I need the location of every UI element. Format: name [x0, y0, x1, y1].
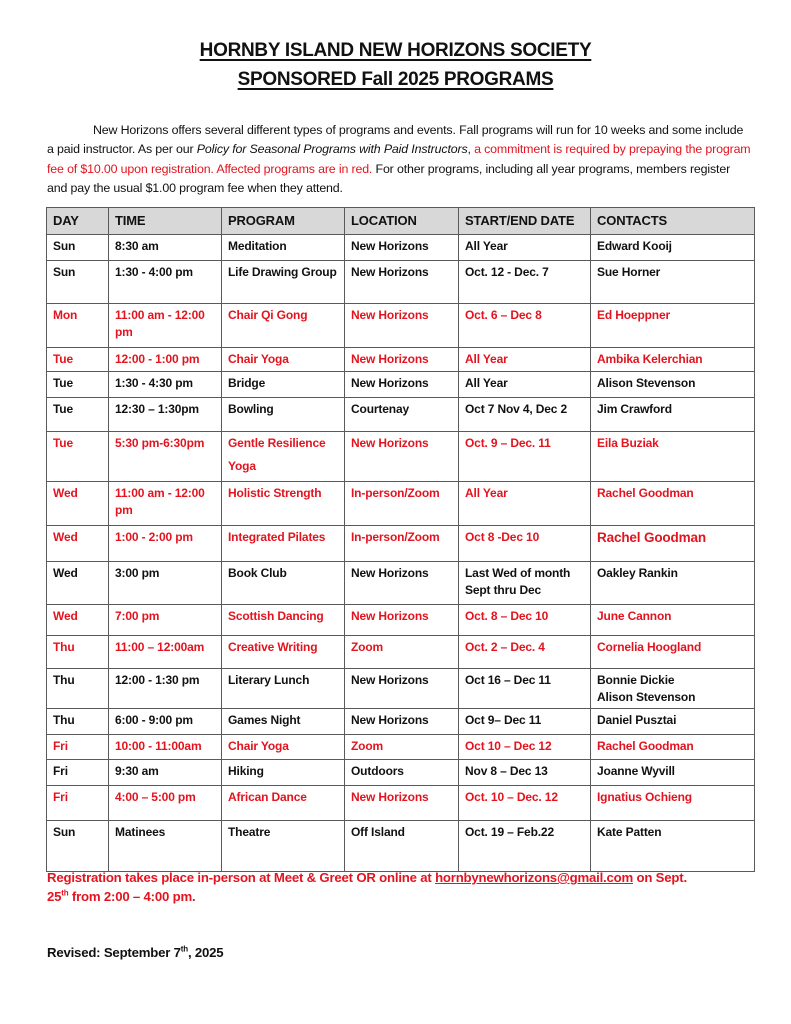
cell-dates-text: All Year: [465, 352, 508, 366]
cell-time: [109, 605, 222, 636]
table-row: [47, 432, 755, 482]
cell-day-text: Thu: [53, 713, 75, 727]
cell-contacts-text: Sue Horner: [597, 265, 661, 279]
cell-program: [222, 398, 345, 432]
cell-time: [109, 735, 222, 760]
cell-time-text: 9:30 am: [115, 764, 159, 778]
registration-date-rest: from 2:00 – 4:00 pm.: [68, 889, 196, 904]
cell-program-text: Bridge: [228, 376, 266, 390]
cell-dates-text: Oct. 6 – Dec 8: [465, 308, 542, 322]
cell-contacts-text: Rachel Goodman: [597, 486, 694, 500]
cell-time-text: 1:30 - 4:00 pm: [115, 265, 193, 279]
cell-dates: [459, 372, 591, 398]
table-row: [47, 348, 755, 372]
table-row: [47, 786, 755, 821]
cell-dates: [459, 526, 591, 562]
cell-location-text: New Horizons: [351, 265, 429, 279]
cell-dates-text: Nov 8 – Dec 13: [465, 764, 548, 778]
cell-program-text: Holistic Strength: [228, 486, 322, 500]
cell-time: [109, 562, 222, 605]
email-link[interactable]: hornbynewhorizons@gmail.com: [435, 870, 634, 885]
page-title-line2: SPONSORED Fall 2025 PROGRAMS: [237, 69, 554, 90]
cell-location-text: New Horizons: [351, 790, 429, 804]
cell-program-text: Meditation: [228, 239, 287, 253]
cell-dates-text: Oct. 19 – Feb.22: [465, 825, 554, 839]
revised-prefix: Revised: September 7: [47, 945, 181, 960]
cell-time: [109, 348, 222, 372]
cell-location-text: New Horizons: [351, 352, 429, 366]
cell-time: [109, 261, 222, 304]
cell-day-text: Tue: [53, 376, 73, 390]
cell-time-text: 6:00 - 9:00 pm: [115, 713, 193, 727]
cell-location: [345, 398, 459, 432]
cell-day: [47, 372, 109, 398]
table-row: [47, 760, 755, 786]
cell-dates-text: All Year: [465, 486, 508, 500]
cell-location: [345, 372, 459, 398]
cell-program-text: Life Drawing Group: [228, 265, 337, 279]
column-header-location: LOCATION: [345, 208, 459, 235]
cell-dates: [459, 348, 591, 372]
cell-program-text: Theatre: [228, 825, 271, 839]
intro-text-3: For other programs, including all year programs, members register and pay the usual $1.00 program fee when they attend.: [47, 161, 731, 195]
cell-time: [109, 526, 222, 562]
cell-day: [47, 261, 109, 304]
cell-day-text: Thu: [53, 640, 75, 654]
cell-location-text: In-person/Zoom: [351, 530, 440, 544]
cell-day-text: Wed: [53, 566, 78, 580]
cell-dates: [459, 398, 591, 432]
cell-program-text: Book Club: [228, 566, 287, 580]
cell-program: [222, 760, 345, 786]
cell-contacts-text: Kate Patten: [597, 825, 662, 839]
cell-day-text: Wed: [53, 486, 78, 500]
cell-program-text: Hiking: [228, 764, 264, 778]
column-header-contacts: CONTACTS: [591, 208, 755, 235]
cell-contacts-text: Alison Stevenson: [597, 376, 696, 390]
cell-dates: [459, 482, 591, 526]
cell-location: [345, 482, 459, 526]
cell-program-text: African Dance: [228, 790, 307, 804]
cell-day-text: Fri: [53, 790, 68, 804]
cell-time: [109, 235, 222, 261]
cell-dates: [459, 235, 591, 261]
cell-dates-text: Last Wed of month Sept thru Dec: [465, 566, 571, 597]
cell-dates-text: Oct. 2 – Dec. 4: [465, 640, 545, 654]
cell-time-text: Matinees: [115, 825, 166, 839]
cell-program-text: Chair Qi Gong: [228, 308, 308, 322]
cell-dates-text: Oct 7 Nov 4, Dec 2: [465, 402, 568, 416]
cell-dates-text: Oct. 8 – Dec 10: [465, 609, 549, 623]
cell-program: [222, 348, 345, 372]
cell-dates: [459, 760, 591, 786]
cell-contacts: [591, 304, 755, 348]
cell-day-text: Sun: [53, 825, 76, 839]
cell-time-text: 11:00 am - 12:00 pm: [115, 308, 205, 339]
cell-contacts: [591, 821, 755, 872]
cell-contacts-text: Ignatius Ochieng: [597, 790, 692, 804]
cell-dates: [459, 709, 591, 735]
cell-contacts-text: Joanne Wyvill: [597, 764, 675, 778]
cell-location: [345, 735, 459, 760]
cell-program-text-line2: Yoga: [228, 459, 256, 473]
cell-location: [345, 669, 459, 709]
table-row: [47, 735, 755, 760]
cell-location-text: New Horizons: [351, 376, 429, 390]
cell-time: [109, 398, 222, 432]
cell-location-text: Zoom: [351, 640, 384, 654]
cell-time: [109, 482, 222, 526]
table-row: [47, 562, 755, 605]
cell-program: [222, 709, 345, 735]
cell-dates-text: Oct. 10 – Dec. 12: [465, 790, 558, 804]
line-gap: [228, 452, 338, 458]
cell-contacts: [591, 669, 755, 709]
cell-dates: [459, 432, 591, 482]
cell-dates-text: Oct. 12 - Dec. 7: [465, 265, 549, 279]
cell-day: [47, 636, 109, 669]
intro-text-2: ,: [467, 142, 475, 157]
revised-suffix: , 2025: [187, 945, 224, 960]
cell-day: [47, 786, 109, 821]
intro-text-1: New Horizons offers several different types of programs and events. Fall programs will run for 10 weeks and some include a paid instructor. As per our: [47, 123, 744, 157]
cell-contacts: [591, 709, 755, 735]
cell-dates: [459, 261, 591, 304]
cell-contacts: [591, 562, 755, 605]
cell-day: [47, 669, 109, 709]
table-row: [47, 526, 755, 562]
cell-contacts-text: Jim Crawford: [597, 402, 672, 416]
cell-day: [47, 605, 109, 636]
cell-contacts-text: Oakley Rankin: [597, 566, 678, 580]
cell-time-text: 10:00 - 11:00am: [115, 739, 202, 753]
policy-title: Policy for Seasonal Programs with Paid Instructors: [196, 142, 468, 157]
cell-location: [345, 348, 459, 372]
page-title-line1: HORNBY ISLAND NEW HORIZONS SOCIETY: [199, 40, 592, 61]
cell-time-text: 3:00 pm: [115, 566, 160, 580]
cell-program: [222, 432, 345, 482]
cell-program-text: Literary Lunch: [228, 673, 310, 687]
cell-dates-text: Oct 9– Dec 11: [465, 713, 542, 727]
cell-time-text: 7:00 pm: [115, 609, 160, 623]
cell-location: [345, 605, 459, 636]
cell-day-text: Thu: [53, 673, 75, 687]
cell-dates: [459, 636, 591, 669]
cell-location: [345, 526, 459, 562]
cell-contacts-text: Ed Hoeppner: [597, 308, 671, 322]
cell-time: [109, 760, 222, 786]
cell-program: [222, 304, 345, 348]
cell-contacts-text: Rachel Goodman: [597, 530, 706, 545]
cell-location: [345, 821, 459, 872]
cell-program: [222, 636, 345, 669]
cell-contacts-text: Ambika Kelerchian: [597, 352, 703, 366]
cell-time: [109, 304, 222, 348]
cell-location-text: New Horizons: [351, 713, 429, 727]
cell-day: [47, 821, 109, 872]
cell-time-text: 11:00 – 12:00am: [115, 640, 205, 654]
cell-day-text: Wed: [53, 530, 78, 544]
table-row: [47, 636, 755, 669]
table-row: [47, 235, 755, 261]
cell-location-text: Courtenay: [351, 402, 409, 416]
cell-program-text: Chair Yoga: [228, 739, 289, 753]
cell-dates-text: Oct 8 -Dec 10: [465, 530, 540, 544]
table-body: [47, 235, 755, 872]
revised-date: [47, 945, 223, 960]
cell-location-text: New Horizons: [351, 609, 429, 623]
cell-day-text: Fri: [53, 764, 68, 778]
cell-location: [345, 304, 459, 348]
revised-sup: th: [180, 944, 188, 954]
cell-program: [222, 735, 345, 760]
cell-dates-text: Oct 16 – Dec 11: [465, 673, 551, 687]
cell-location-text: Zoom: [351, 739, 384, 753]
cell-time-text: 5:30 pm-6:30pm: [115, 436, 205, 450]
cell-day-text: Sun: [53, 239, 76, 253]
cell-program-text: Integrated Pilates: [228, 530, 326, 544]
cell-day: [47, 432, 109, 482]
cell-dates: [459, 605, 591, 636]
cell-day: [47, 398, 109, 432]
table-row: [47, 605, 755, 636]
cell-program: [222, 786, 345, 821]
cell-contacts: [591, 526, 755, 562]
cell-day: [47, 482, 109, 526]
cell-day: [47, 304, 109, 348]
cell-day-text: Tue: [53, 436, 73, 450]
cell-contacts: [591, 760, 755, 786]
cell-contacts-text: June Cannon: [597, 609, 672, 623]
cell-program: [222, 261, 345, 304]
table-row: [47, 261, 755, 304]
cell-dates-text: Oct 10 – Dec 12: [465, 739, 552, 753]
cell-dates: [459, 669, 591, 709]
cell-day: [47, 760, 109, 786]
cell-time-text: 11:00 am - 12:00 pm: [115, 486, 205, 517]
cell-location-text: New Horizons: [351, 436, 429, 450]
cell-program: [222, 235, 345, 261]
cell-time: [109, 821, 222, 872]
cell-program: [222, 482, 345, 526]
cell-program-text: Creative Writing: [228, 640, 318, 654]
cell-dates: [459, 786, 591, 821]
cell-day: [47, 709, 109, 735]
table-row: [47, 709, 755, 735]
table-row: [47, 304, 755, 348]
cell-contacts-text-line2: Alison Stevenson: [597, 690, 696, 704]
cell-day: [47, 348, 109, 372]
cell-location: [345, 760, 459, 786]
cell-day: [47, 526, 109, 562]
intro-paragraph: [47, 121, 753, 198]
cell-time: [109, 432, 222, 482]
cell-contacts: [591, 636, 755, 669]
table-row: [47, 372, 755, 398]
cell-contacts-text: Rachel Goodman: [597, 739, 694, 753]
cell-time-text: 1:30 - 4:30 pm: [115, 376, 193, 390]
cell-time-text: 1:00 - 2:00 pm: [115, 530, 193, 544]
column-header-time: TIME: [109, 208, 222, 235]
cell-location-text: In-person/Zoom: [351, 486, 440, 500]
table-row: [47, 398, 755, 432]
cell-time: [109, 636, 222, 669]
cell-location: [345, 432, 459, 482]
cell-day-text: Sun: [53, 265, 76, 279]
cell-contacts-text: Cornelia Hoogland: [597, 640, 702, 654]
table-row: [47, 482, 755, 526]
cell-location: [345, 709, 459, 735]
cell-program-text: Games Night: [228, 713, 301, 727]
registration-date-sup: th: [61, 888, 69, 898]
cell-program: [222, 605, 345, 636]
registration-suffix: on Sept.: [633, 870, 687, 885]
programs-table: [46, 207, 755, 872]
cell-dates: [459, 562, 591, 605]
cell-day: [47, 562, 109, 605]
cell-time-text: 12:00 - 1:30 pm: [115, 673, 200, 687]
cell-contacts: [591, 735, 755, 760]
cell-program: [222, 821, 345, 872]
cell-day: [47, 735, 109, 760]
cell-program: [222, 669, 345, 709]
cell-location-text: Off Island: [351, 825, 405, 839]
cell-location-text: New Horizons: [351, 566, 429, 580]
cell-contacts: [591, 261, 755, 304]
cell-dates-text: All Year: [465, 376, 508, 390]
cell-program-text: Scottish Dancing: [228, 609, 324, 623]
table-row: [47, 669, 755, 709]
cell-contacts: [591, 398, 755, 432]
cell-location: [345, 562, 459, 605]
cell-program-text: Bowling: [228, 402, 274, 416]
cell-program: [222, 526, 345, 562]
cell-contacts-text: Edward Kooij: [597, 239, 672, 253]
column-header-day: DAY: [47, 208, 109, 235]
cell-contacts-text: Eila Buziak: [597, 436, 659, 450]
cell-program-text: Chair Yoga: [228, 352, 289, 366]
cell-location: [345, 235, 459, 261]
cell-day-text: Mon: [53, 308, 78, 322]
table-header-row: [47, 208, 755, 235]
cell-time: [109, 786, 222, 821]
cell-time-text: 12:00 - 1:00 pm: [115, 352, 200, 366]
cell-location-text: New Horizons: [351, 673, 429, 687]
cell-day-text: Tue: [53, 352, 73, 366]
table-row: [47, 821, 755, 872]
cell-contacts: [591, 235, 755, 261]
cell-day-text: Tue: [53, 402, 73, 416]
cell-time-text: 8:30 am: [115, 239, 159, 253]
cell-location: [345, 786, 459, 821]
column-header-dates: START/END DATE: [459, 208, 591, 235]
cell-dates: [459, 735, 591, 760]
cell-contacts: [591, 482, 755, 526]
cell-contacts: [591, 786, 755, 821]
cell-location: [345, 636, 459, 669]
registration-text: Registration takes place in-person at Meet & Greet OR online at: [47, 870, 436, 885]
cell-day: [47, 235, 109, 261]
cell-program: [222, 372, 345, 398]
cell-dates-text: Oct. 9 – Dec. 11: [465, 436, 551, 450]
cell-time-text: 4:00 – 5:00 pm: [115, 790, 196, 804]
cell-program-text: Gentle Resilience: [228, 436, 326, 450]
cell-time: [109, 709, 222, 735]
cell-time: [109, 669, 222, 709]
cell-day-text: Fri: [53, 739, 68, 753]
registration-date-day: 25: [47, 889, 62, 904]
cell-location-text: New Horizons: [351, 239, 429, 253]
column-header-program: PROGRAM: [222, 208, 345, 235]
commitment-notice: a commitment is required by prepaying the program fee of $10.00 upon registration. Affected programs are in red.: [47, 142, 751, 176]
cell-location: [345, 261, 459, 304]
cell-contacts: [591, 348, 755, 372]
cell-contacts: [591, 372, 755, 398]
cell-contacts: [591, 605, 755, 636]
cell-contacts-text: Daniel Pusztai: [597, 713, 677, 727]
cell-time: [109, 372, 222, 398]
cell-dates-text: All Year: [465, 239, 508, 253]
cell-contacts: [591, 432, 755, 482]
cell-contacts-text: Bonnie Dickie: [597, 673, 675, 687]
cell-dates: [459, 304, 591, 348]
registration-note: [47, 868, 757, 906]
cell-location-text: Outdoors: [351, 764, 404, 778]
cell-dates: [459, 821, 591, 872]
cell-location-text: New Horizons: [351, 308, 429, 322]
cell-day-text: Wed: [53, 609, 78, 623]
cell-time-text: 12:30 – 1:30pm: [115, 402, 199, 416]
cell-program: [222, 562, 345, 605]
